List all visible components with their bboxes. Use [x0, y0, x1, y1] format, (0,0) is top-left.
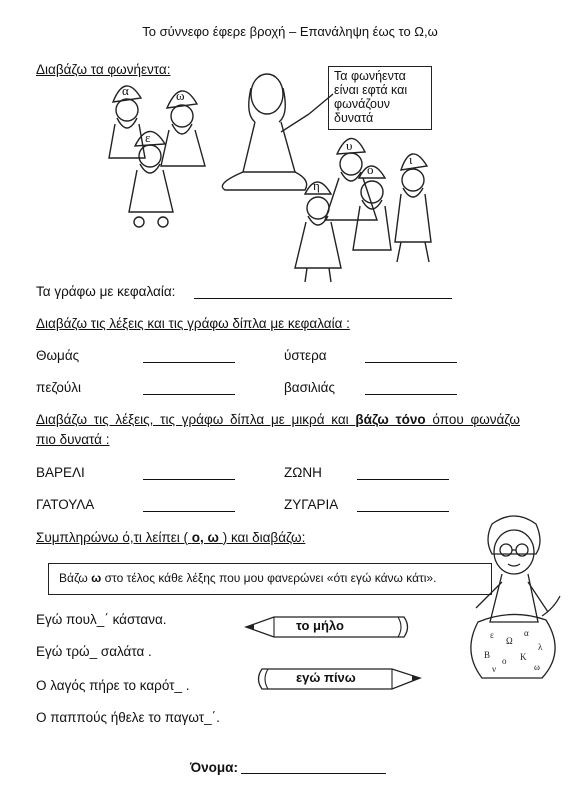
- answer-line[interactable]: [143, 511, 235, 512]
- name-field[interactable]: [241, 773, 386, 774]
- word-label: πεζούλι: [36, 380, 82, 395]
- sentence: Ο παππούς ήθελε το παγωτ_΄.: [36, 710, 220, 725]
- word-label: ύστερα: [284, 348, 327, 363]
- dwarf-iota: [395, 154, 431, 262]
- svg-text:Ω: Ω: [506, 636, 513, 646]
- svg-text:ε: ε: [490, 630, 494, 640]
- name-label: Όνομα:: [190, 760, 238, 775]
- word-label: ΖΩΝΗ: [284, 465, 322, 480]
- answer-line[interactable]: [357, 511, 449, 512]
- sentence: Ο λαγός πήρε το καρότ_ .: [36, 678, 190, 693]
- bubble-line: δυνατά: [334, 111, 374, 125]
- answer-line[interactable]: [357, 479, 449, 480]
- section-accent-heading-line2: πιο δυνατά :: [36, 432, 110, 447]
- dwarf-omicron: [353, 166, 391, 250]
- pencil-2: [254, 664, 422, 692]
- dwarf-epsilon: [129, 131, 173, 227]
- dwarf-letter-epsilon: ε: [145, 130, 151, 145]
- boy-with-sack-illustration: [462, 512, 574, 684]
- pencil-word: το μήλο: [296, 618, 344, 633]
- capitals-answer-line[interactable]: [194, 298, 452, 299]
- svg-text:α: α: [524, 628, 529, 638]
- pencil-1: [244, 612, 412, 640]
- capitals-label: Τα γράφω με κεφαλαία:: [36, 284, 176, 299]
- dwarf-letter-alpha: α: [122, 83, 129, 98]
- dwarf-eta: [295, 182, 341, 282]
- dwarf-letter-omega: ω: [176, 88, 185, 103]
- svg-text:Κ: Κ: [520, 652, 527, 662]
- word-label: Θωμάς: [36, 348, 80, 363]
- bubble-line: φωνάζουν: [334, 97, 391, 111]
- word-label: ΓΑΤΟΥΛΑ: [36, 497, 95, 512]
- sentence: Εγώ πουλ_΄ κάστανα.: [36, 612, 167, 627]
- svg-text:λ: λ: [538, 642, 543, 652]
- answer-line[interactable]: [143, 362, 235, 363]
- pencil-word: εγώ πίνω: [296, 670, 356, 685]
- svg-text:ο: ο: [502, 656, 507, 666]
- answer-line[interactable]: [143, 479, 235, 480]
- sentence: Εγώ τρώ_ σαλάτα .: [36, 644, 152, 659]
- word-label: ΖΥΓΑΡΙΑ: [284, 497, 339, 512]
- answer-line[interactable]: [365, 394, 457, 395]
- answer-line[interactable]: [365, 362, 457, 363]
- speech-bubble: [328, 66, 432, 130]
- word-label: ΒΑΡΕΛΙ: [36, 465, 85, 480]
- answer-line[interactable]: [143, 394, 235, 395]
- bubble-line: είναι εφτά και: [334, 83, 408, 97]
- page-title: Το σύννεφο έφερε βροχή – Επανάληψη έως το Ω,ω: [142, 24, 438, 39]
- dwarf-letter-eta: η: [313, 178, 320, 193]
- section-vowels-heading: Διαβάζω τα φωνήεντα:: [36, 62, 171, 77]
- dwarf-letter-omicron: ο: [367, 162, 374, 177]
- section-capitals-heading: Διαβάζω τις λέξεις και τις γράφω δίπλα με κεφαλαία :: [36, 316, 350, 331]
- section-accent-heading: Διαβάζω τις λέξεις, τις γράφω δίπλα με μικρά και βάζω τόνο όπου φωνάζω: [36, 412, 520, 427]
- svg-text:ν: ν: [492, 664, 497, 674]
- svg-text:ω: ω: [534, 662, 540, 672]
- word-label: βασιλιάς: [284, 380, 335, 395]
- section-fill-heading: Συμπληρώνω ό,τι λείπει ( ο, ω ) και διαβάζω:: [36, 530, 306, 545]
- instruction-note-box: Βάζω ω στο τέλος κάθε λέξης που μου φανερώνει «ότι εγώ κάνω κάτι».: [48, 563, 492, 595]
- svg-text:Β: Β: [484, 650, 491, 660]
- teacher-figure: [222, 74, 333, 190]
- dwarf-letter-iota: ι: [409, 152, 413, 167]
- bubble-line: Τα φωνήεντα: [334, 69, 406, 83]
- dwarf-letter-upsilon: υ: [346, 138, 353, 153]
